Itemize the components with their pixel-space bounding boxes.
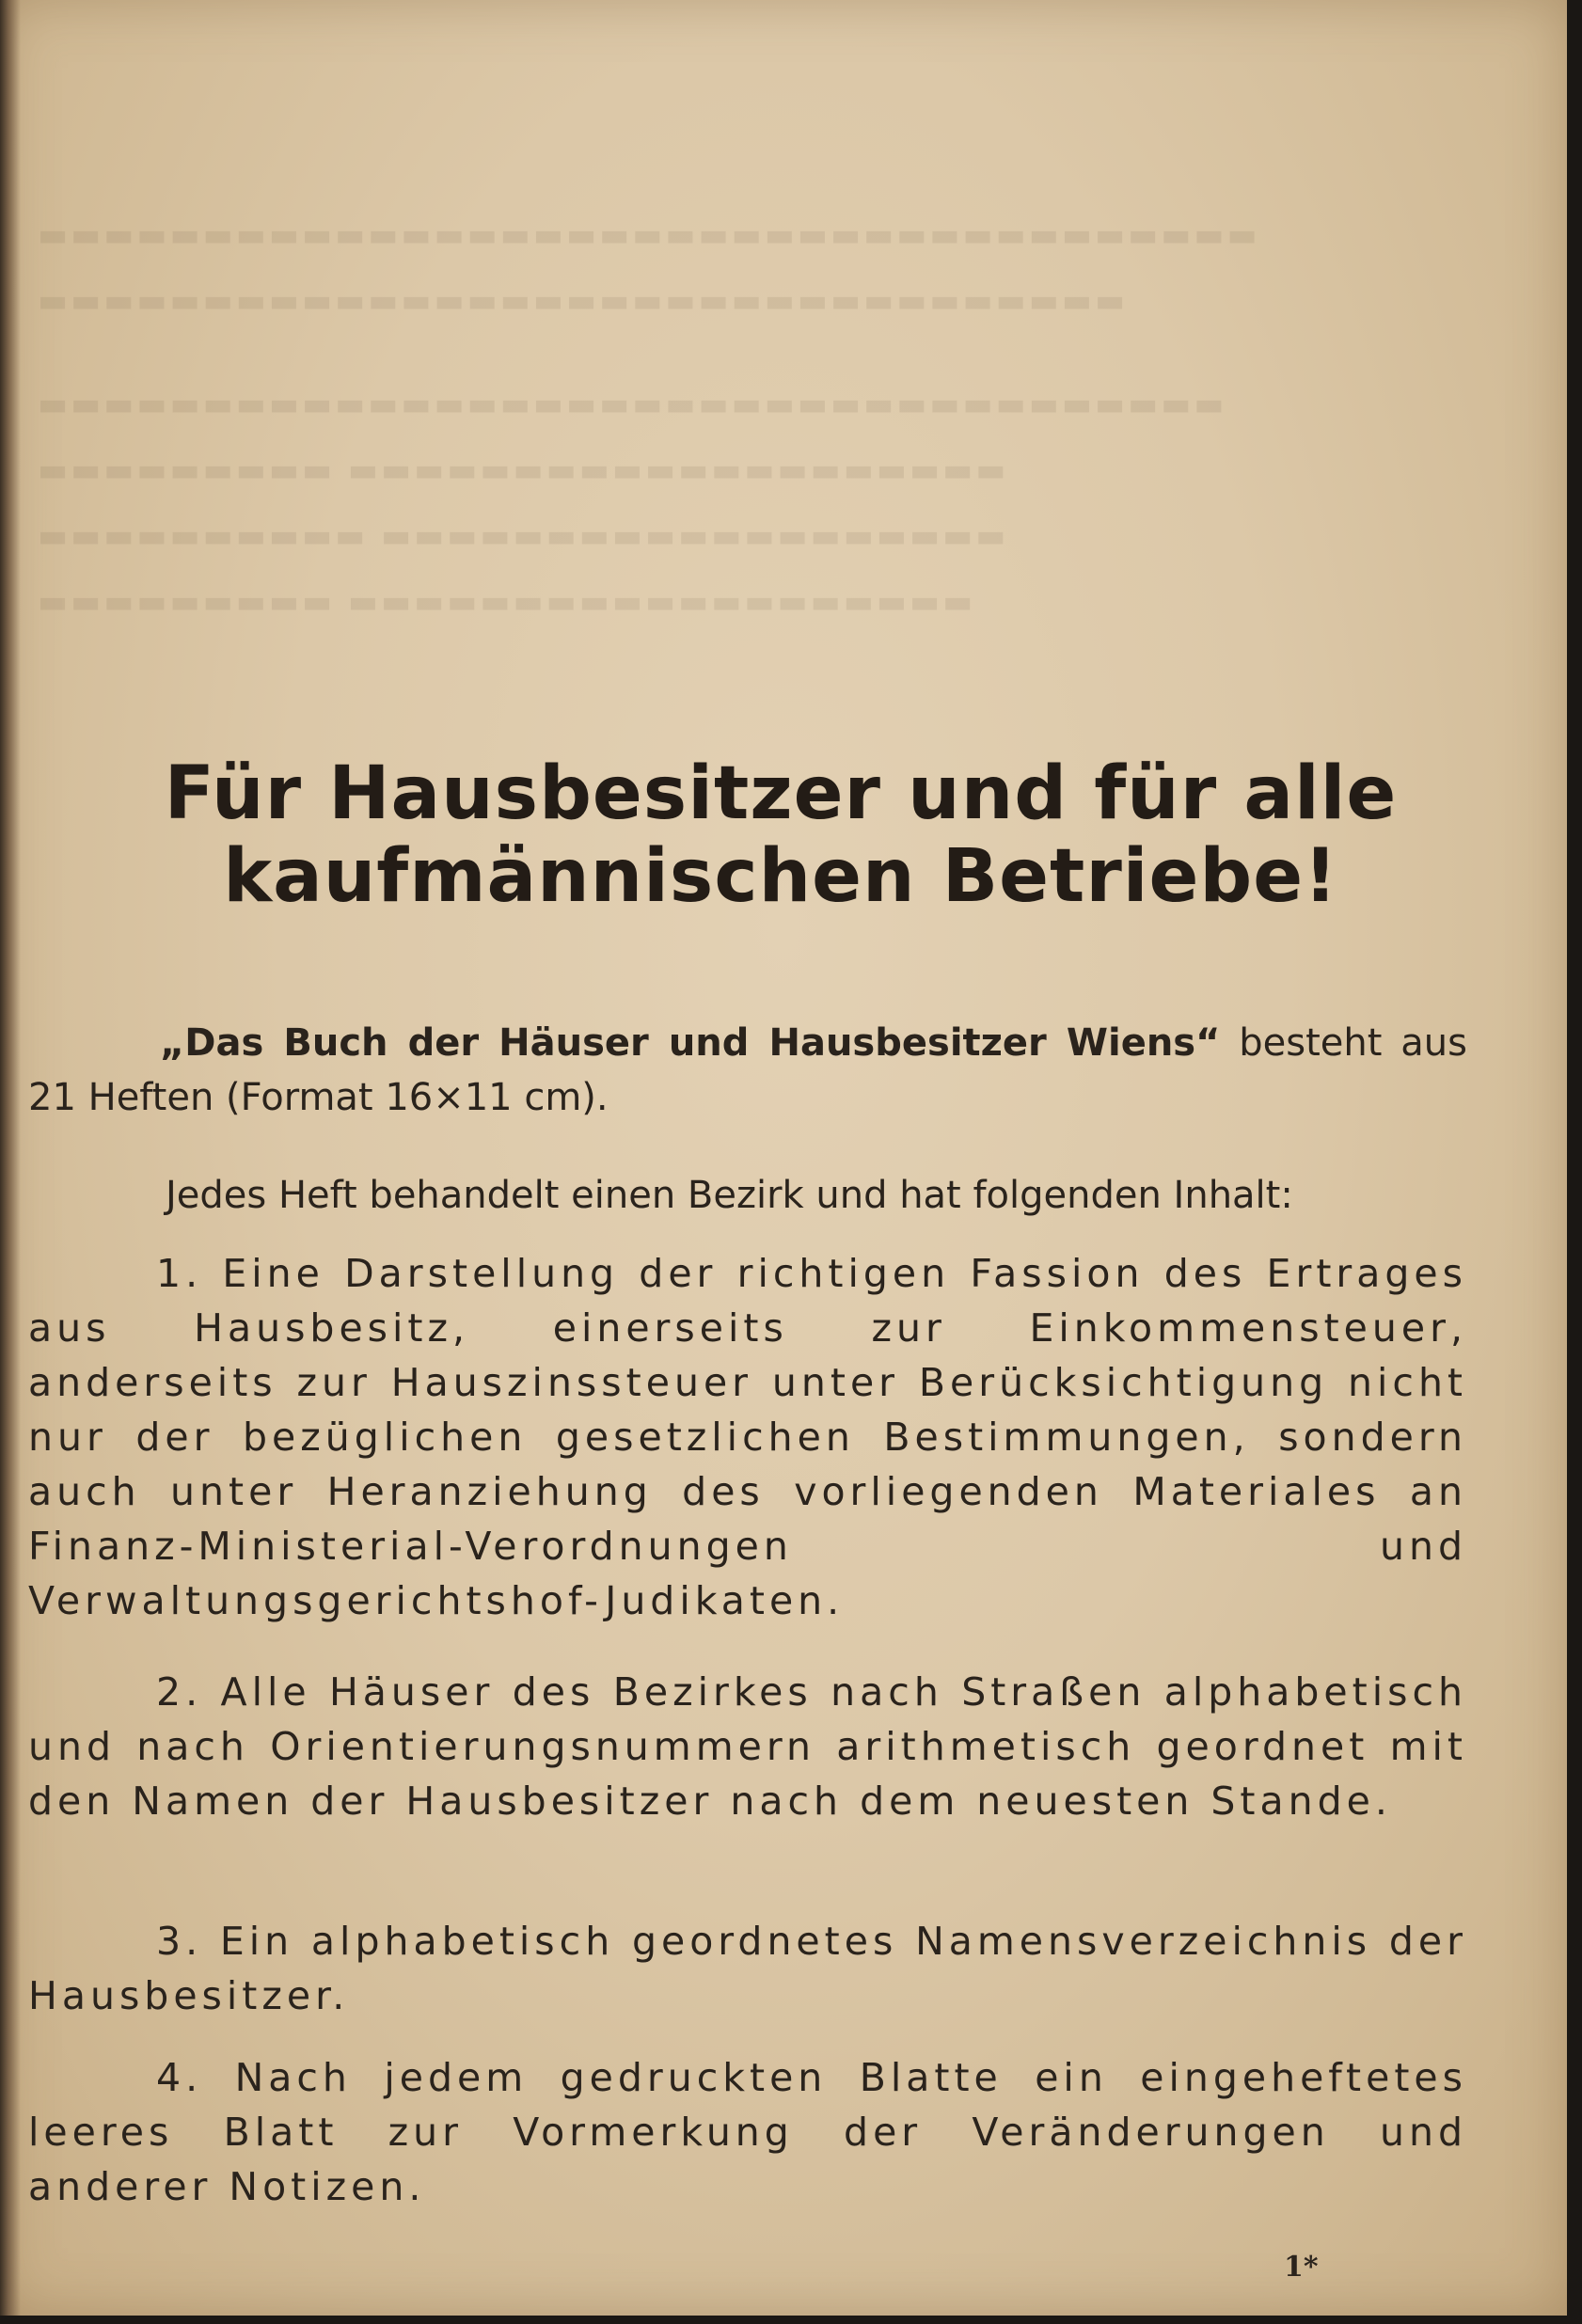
page-number: 1*: [1284, 2251, 1319, 2284]
list-item: 2. Alle Häuser des Bezirkes nach Straßen alphabetisch und nach Orientierungsnummern arithmetisch geordnet mit den Namen der Hausbesitzer nach dem neuesten Stande.: [28, 1669, 1467, 1824]
list-item: 3. Ein alphabetisch geordnetes Namensverzeichnis der Hausbesitzer.: [28, 1919, 1467, 2018]
show-through-text: ▬▬▬▬▬▬▬▬▬▬ ▬▬▬▬▬▬▬▬▬▬▬▬▬▬▬▬▬▬▬: [38, 517, 1009, 555]
headline-line-2: kaufmännischen Betriebe!: [223, 834, 1338, 919]
show-through-text: ▬▬▬▬▬▬▬▬▬ ▬▬▬▬▬▬▬▬▬▬▬▬▬▬▬▬▬▬▬▬: [38, 451, 1009, 489]
content-intro: Jedes Heft behandelt einen Bezirk und hat folgenden Inhalt:: [166, 1174, 1293, 1217]
book-title: „Das Buch der Häuser und Hausbesitzer Wiens“: [160, 1021, 1221, 1065]
show-through-text: ▬▬▬▬▬▬▬▬▬ ▬▬▬▬▬▬▬▬▬▬▬▬▬▬▬▬▬▬▬: [38, 583, 976, 621]
headline: [94, 752, 1467, 918]
list-item: 1. Eine Darstellung der richtigen Fassion des Ertrages aus Hausbesitz, einerseits zur Einkommensteuer, anderseits zur Hauszinssteuer unter Berücksichtigung nicht nur der bezüglichen gesetzlichen Bestimmungen, sondern auch unter Heranziehung des vorliegenden Materiales an Finanz-Ministerial-Verordnungen und Verwaltungsgerichtshof-Judikaten.: [28, 1251, 1467, 1623]
show-through-text: ▬▬▬▬▬▬▬▬▬▬▬▬▬▬▬▬▬▬▬▬▬▬▬▬▬▬▬▬▬▬▬▬▬: [38, 282, 1129, 320]
list-item: 4. Nach jedem gedruckten Blatte ein eingeheftetes leeres Blatt zur Vormerkung der Veränderungen und anderer Notizen.: [28, 2055, 1467, 2209]
intro-text: besteht aus 21 Heften (Format 16×11 cm).: [28, 1021, 1467, 1119]
show-through-text: ▬▬▬▬▬▬▬▬▬▬▬▬▬▬▬▬▬▬▬▬▬▬▬▬▬▬▬▬▬▬▬▬▬▬▬▬: [38, 386, 1227, 423]
intro-paragraph: [28, 1016, 1467, 1125]
show-through-text: ▬▬▬▬▬▬▬▬▬▬▬▬▬▬▬▬▬▬▬▬▬▬▬▬▬▬▬▬▬▬▬▬▬▬▬▬▬: [38, 216, 1260, 254]
page-edge: [0, 0, 21, 2316]
headline-line-1: Für Hausbesitzer und für alle: [164, 751, 1398, 836]
